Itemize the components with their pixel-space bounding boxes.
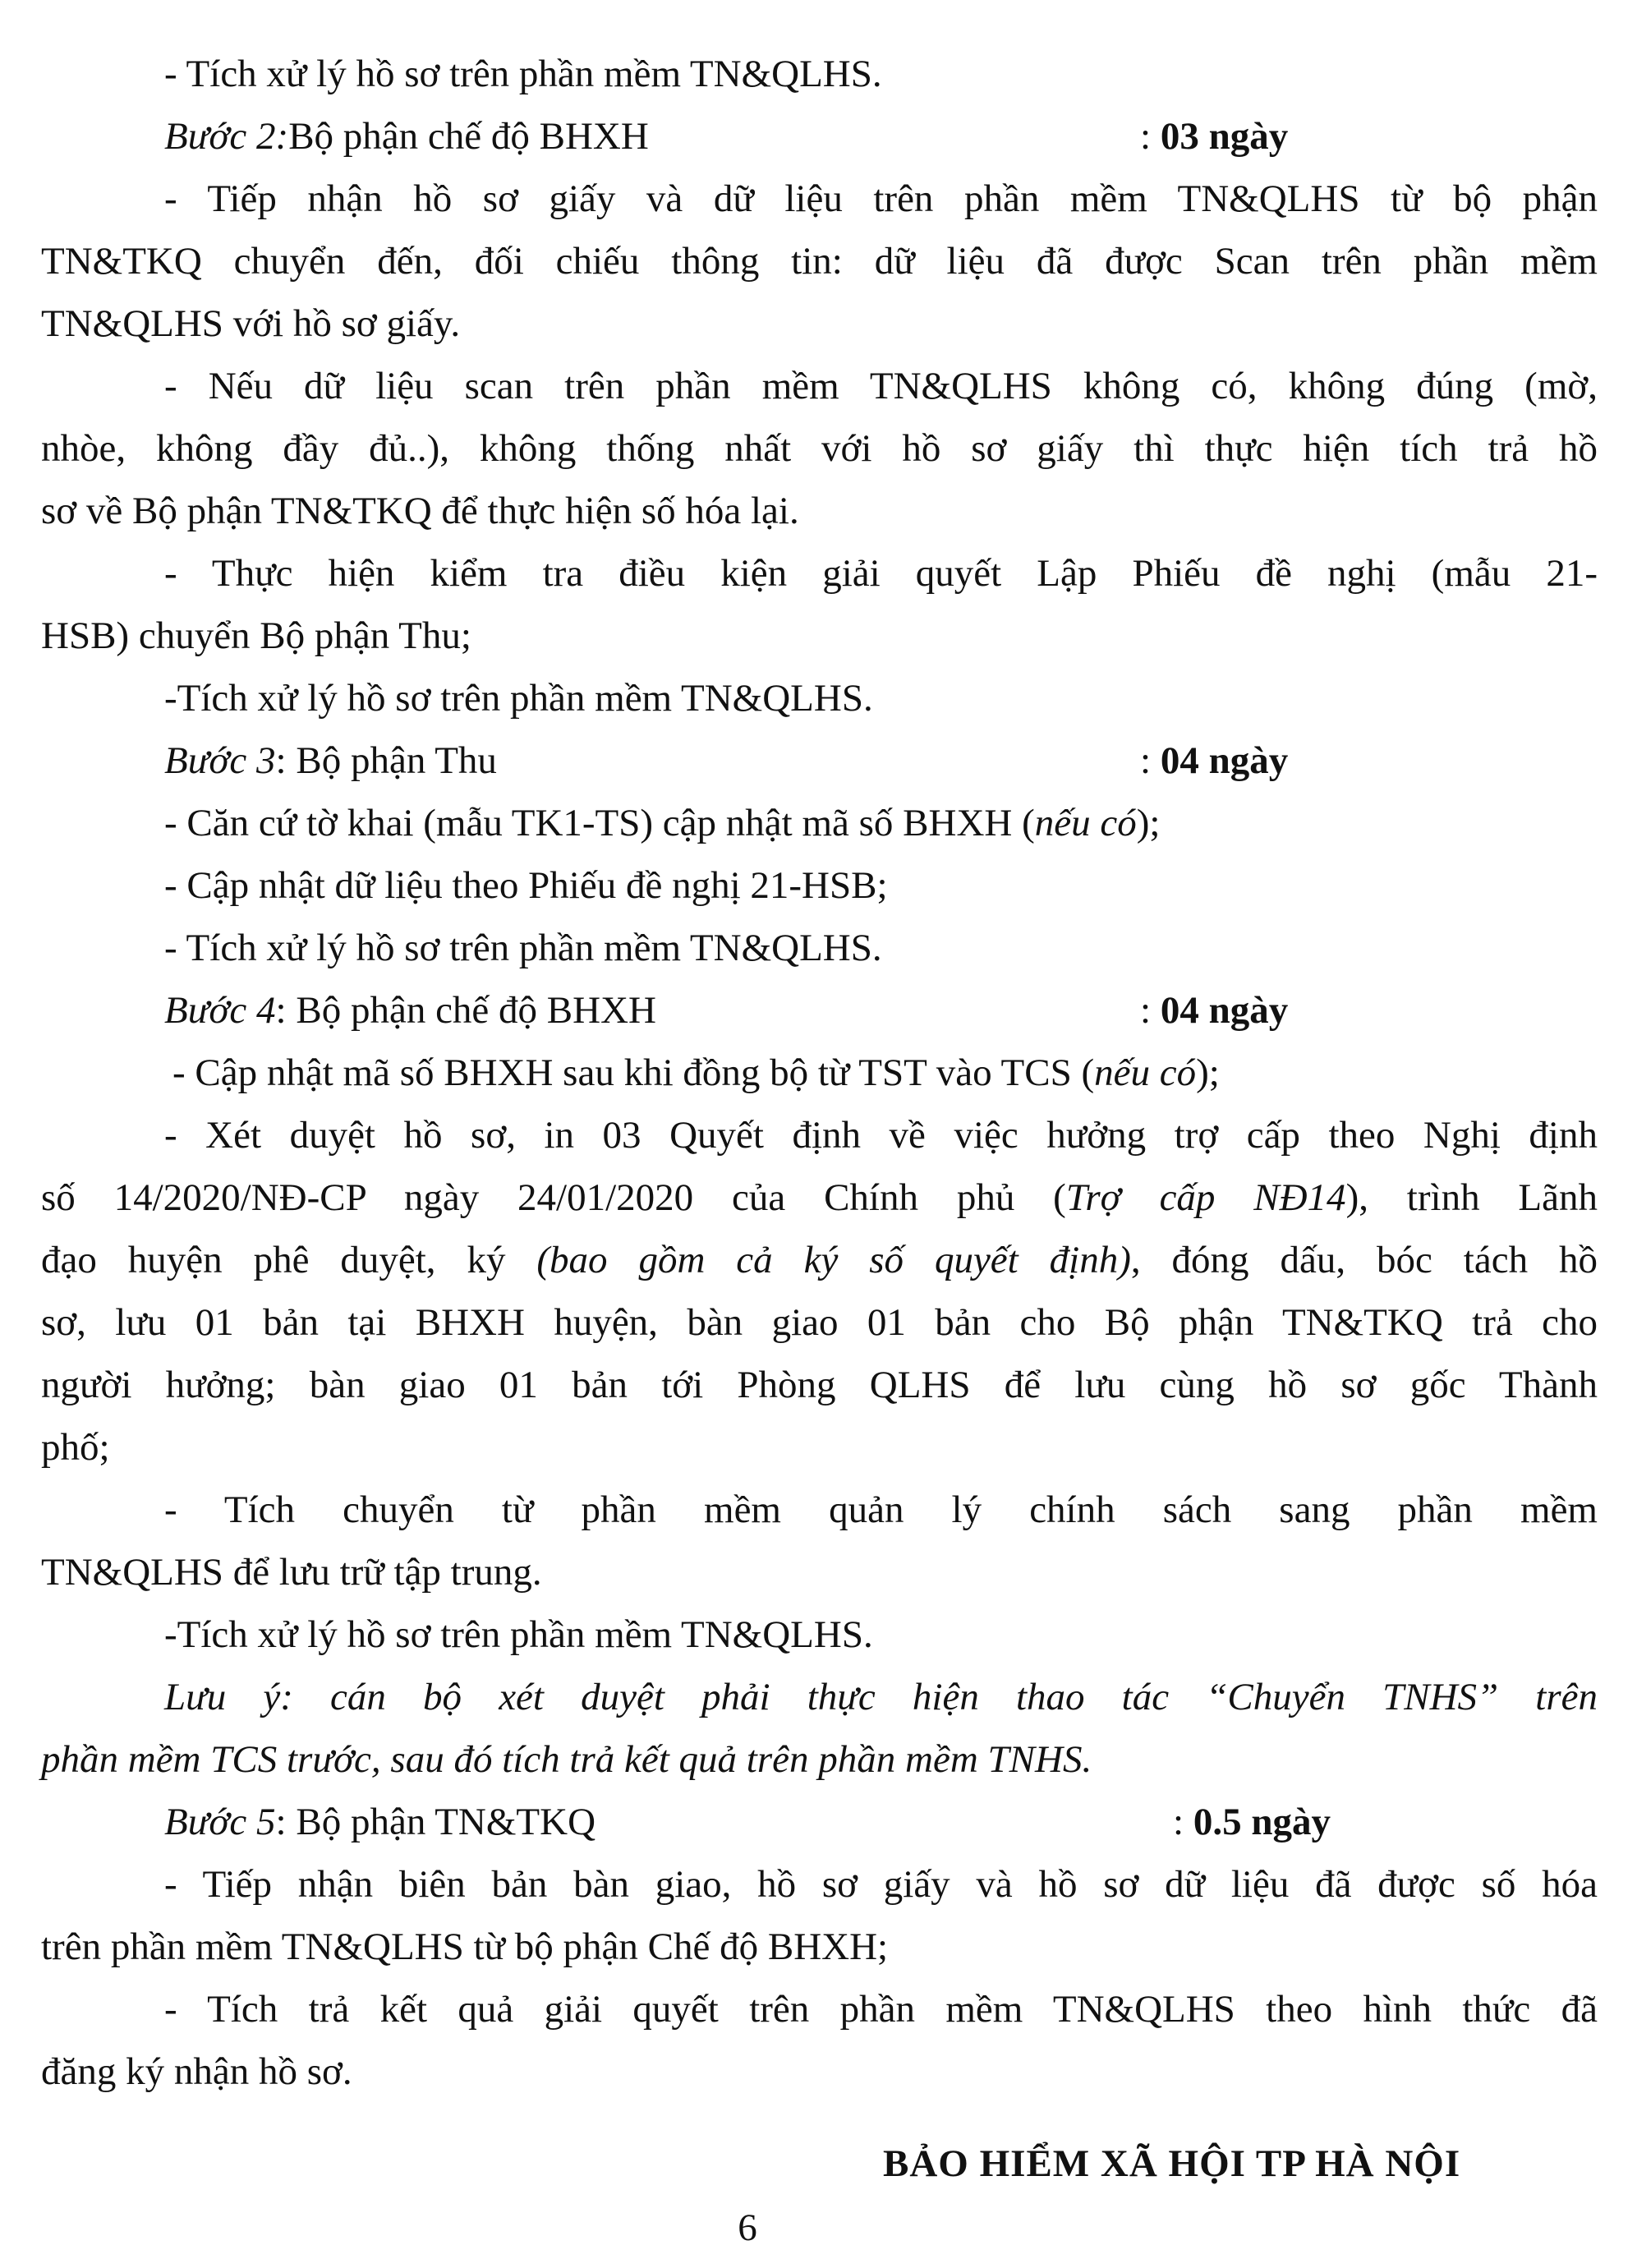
step-5-heading: Bước 5: Bộ phận TN&TKQ	[164, 1801, 596, 1843]
text-line: đăng ký nhận hồ sơ.	[41, 2050, 352, 2093]
text-line: - Căn cứ tờ khai (mẫu TK1-TS) cập nhật mã số BHXH (nếu có);	[164, 802, 1161, 844]
text-line: - Tích xử lý hồ sơ trên phần mềm TN&QLHS.	[164, 53, 882, 95]
text-line: TN&QLHS để lưu trữ tập trung.	[41, 1551, 542, 1594]
text-line: phố;	[41, 1426, 110, 1469]
text-line: - Cập nhật dữ liệu theo Phiếu đề nghị 21-HSB;	[164, 864, 888, 907]
text-line: trên phần mềm TN&QLHS từ bộ phận Chế độ BHXH;	[41, 1925, 889, 1968]
note-line: phần mềm TCS trước, sau đó tích trả kết quả trên phần mềm TNHS.	[41, 1738, 1092, 1781]
step-2-heading: Bước 2:Bộ phận chế độ BHXH	[164, 115, 649, 158]
text-line: -Tích xử lý hồ sơ trên phần mềm TN&QLHS.	[164, 1613, 873, 1656]
text-line: - Cập nhật mã số BHXH sau khi đồng bộ từ TST vào TCS (nếu có);	[172, 1051, 1220, 1094]
text-line: số 14/2020/NĐ-CP ngày 24/01/2020 của Chính phủ (Trợ cấp NĐ14), trình Lãnh	[41, 1176, 1598, 1219]
step-4-heading: Bước 4: Bộ phận chế độ BHXH	[164, 989, 656, 1032]
text-line: - Tích xử lý hồ sơ trên phần mềm TN&QLHS.	[164, 927, 882, 969]
step-4-duration: : 04 ngày	[1140, 989, 1289, 1032]
text-line: - Tiếp nhận hồ sơ giấy và dữ liệu trên phần mềm TN&QLHS từ bộ phận	[164, 177, 1598, 220]
step-3-heading: Bước 3: Bộ phận Thu	[164, 739, 497, 782]
text-line: - Tích trả kết quả giải quyết trên phần mềm TN&QLHS theo hình thức đã	[164, 1988, 1598, 2031]
text-line: - Tích chuyển từ phần mềm quản lý chính sách sang phần mềm	[164, 1488, 1598, 1531]
page-number: 6	[738, 2206, 757, 2249]
text-line: sơ về Bộ phận TN&TKQ để thực hiện số hóa lại.	[41, 490, 799, 532]
text-line: nhòe, không đầy đủ..), không thống nhất với hồ sơ giấy thì thực hiện tích trả hồ	[41, 427, 1598, 470]
text-line: - Nếu dữ liệu scan trên phần mềm TN&QLHS không có, không đúng (mờ,	[164, 365, 1598, 407]
text-line: người hưởng; bàn giao 01 bản tới Phòng QLHS để lưu cùng hồ sơ gốc Thành	[41, 1364, 1598, 1406]
text-line: đạo huyện phê duyệt, ký (bao gồm cả ký số quyết định), đóng dấu, bóc tách hồ	[41, 1239, 1598, 1281]
text-line: TN&QLHS với hồ sơ giấy.	[41, 302, 461, 345]
step-2-duration: : 03 ngày	[1140, 115, 1289, 158]
text-line: TN&TKQ chuyển đến, đối chiếu thông tin: dữ liệu đã được Scan trên phần mềm	[41, 240, 1598, 283]
text-line: HSB) chuyển Bộ phận Thu;	[41, 614, 471, 657]
signature-org-name: BẢO HIỂM XÃ HỘI TP HÀ NỘI	[883, 2142, 1461, 2185]
text-line: - Thực hiện kiểm tra điều kiện giải quyết Lập Phiếu đề nghị (mẫu 21-	[164, 552, 1598, 595]
note-line: Lưu ý: cán bộ xét duyệt phải thực hiện thao tác “Chuyển TNHS” trên	[164, 1676, 1598, 1718]
text-line: sơ, lưu 01 bản tại BHXH huyện, bàn giao 01 bản cho Bộ phận TN&TKQ trả cho	[41, 1301, 1598, 1344]
text-line: - Xét duyệt hồ sơ, in 03 Quyết định về việc hưởng trợ cấp theo Nghị định	[164, 1114, 1598, 1157]
text-line: -Tích xử lý hồ sơ trên phần mềm TN&QLHS.	[164, 677, 873, 720]
step-5-duration: : 0.5 ngày	[1173, 1801, 1331, 1843]
step-3-duration: : 04 ngày	[1140, 739, 1289, 782]
text-line: - Tiếp nhận biên bản bàn giao, hồ sơ giấy và hồ sơ dữ liệu đã được số hóa	[164, 1863, 1598, 1906]
